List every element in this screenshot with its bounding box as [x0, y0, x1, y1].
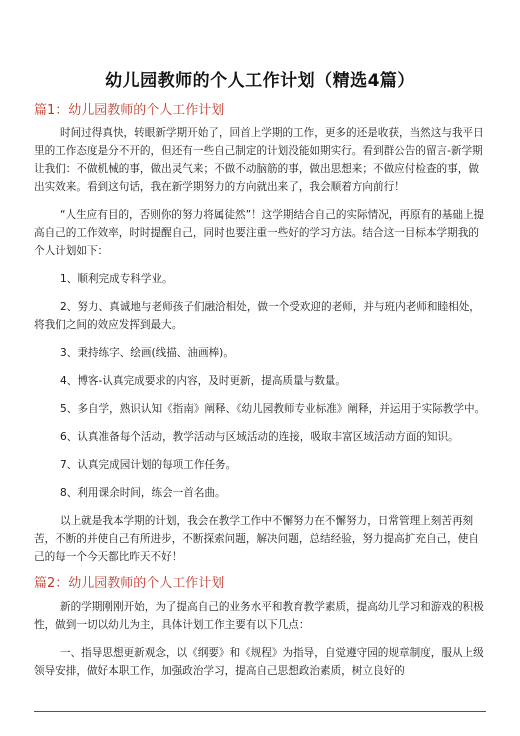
- page-bottom-rule: [34, 711, 486, 712]
- article1-paragraph-conclusion: 以上就是我本学期的计划，我会在教学工作中不懈努力在不懈努力，日常管理上刻苦再刻苦，不断的并使自己有所进步，不断探索问题，解决问题，总结经验，努力提高扩充自己，使自己的每一个今天都比昨天不好！: [34, 515, 479, 563]
- plan-item-3: 3、秉持练字、绘画(线描、油画棒)。: [60, 347, 234, 359]
- article2-paragraph-intro: 新的学期刚刚开始，为了提高自己的业务水平和教育教学素质，提高幼儿学习和游戏的积极性，做到一切以幼儿为主，具体计划工作主要有以下几点：: [34, 601, 484, 631]
- article2-body: [34, 598, 486, 690]
- plan-item-2: 2、努力、真诚地与老师孩子们融洽相处，做一个受欢迎的老师，并与班内老师和睦相处，将我们之间的效应发挥到最大。: [34, 301, 480, 331]
- article1-body: [34, 124, 486, 576]
- article1-heading: 篇1：幼儿园教师的个人工作计划: [34, 103, 225, 118]
- plan-item-4: 4、博客-认真完成要求的内容，及时更新，提高质量与数量。: [60, 375, 346, 387]
- article2-heading: 篇2：幼儿园教师的个人工作计划: [34, 576, 225, 591]
- plan-item-6: 6、认真准备每个活动，教学活动与区域活动的连接，吸取丰富区域活动方面的知识。: [60, 431, 459, 443]
- plan-item-5: 5、多自学，熟识认知《指南》阐释、《幼儿园教师专业标准》阐释，并运用于实际教学中。: [60, 403, 486, 415]
- plan-item-7: 7、认真完成园计划的每项工作任务。: [60, 459, 237, 471]
- plan-item-8: 8、利用课余时间，练会一首名曲。: [60, 487, 226, 499]
- article1-paragraph-goal: “人生应有目的，否则你的努力将属徒然”！这学期结合自己的实际情况，再原有的基础上提高自己的工作效率，时时提醒自己，同时也要注重一些好的学习方法。结合这一目标本学期我的个人计划如下：: [34, 209, 485, 257]
- plan-item-1: 1、顺利完成专科学业。: [60, 273, 173, 285]
- article1-paragraph-intro: 时间过得真快，转眼新学期开始了，回首上学期的工作，更多的还是收获，当然这与我平日里的工作态度是分不开的，但还有一些自己制定的计划没能如期实行。看到群公告的留言-新学期让我们：不做机械的事，做出灵气来；不做不动脑筋的事，做出思想来；不做应付检查的事，做出实效来。看到这句话，我在新学期努力的方向就出来了，我会顺着方向前行！: [34, 127, 484, 193]
- article2-paragraph-guiding-idea: 一、指导思想更新观念，以《纲要》和《规程》为指导，自觉遵守园的规章制度，服从上级领导安排，做好本职工作，加强政治学习，提高自己思想政治素质，树立良好的: [34, 647, 484, 677]
- document-title: 幼儿园教师的个人工作计划（精选4篇）: [105, 71, 415, 91]
